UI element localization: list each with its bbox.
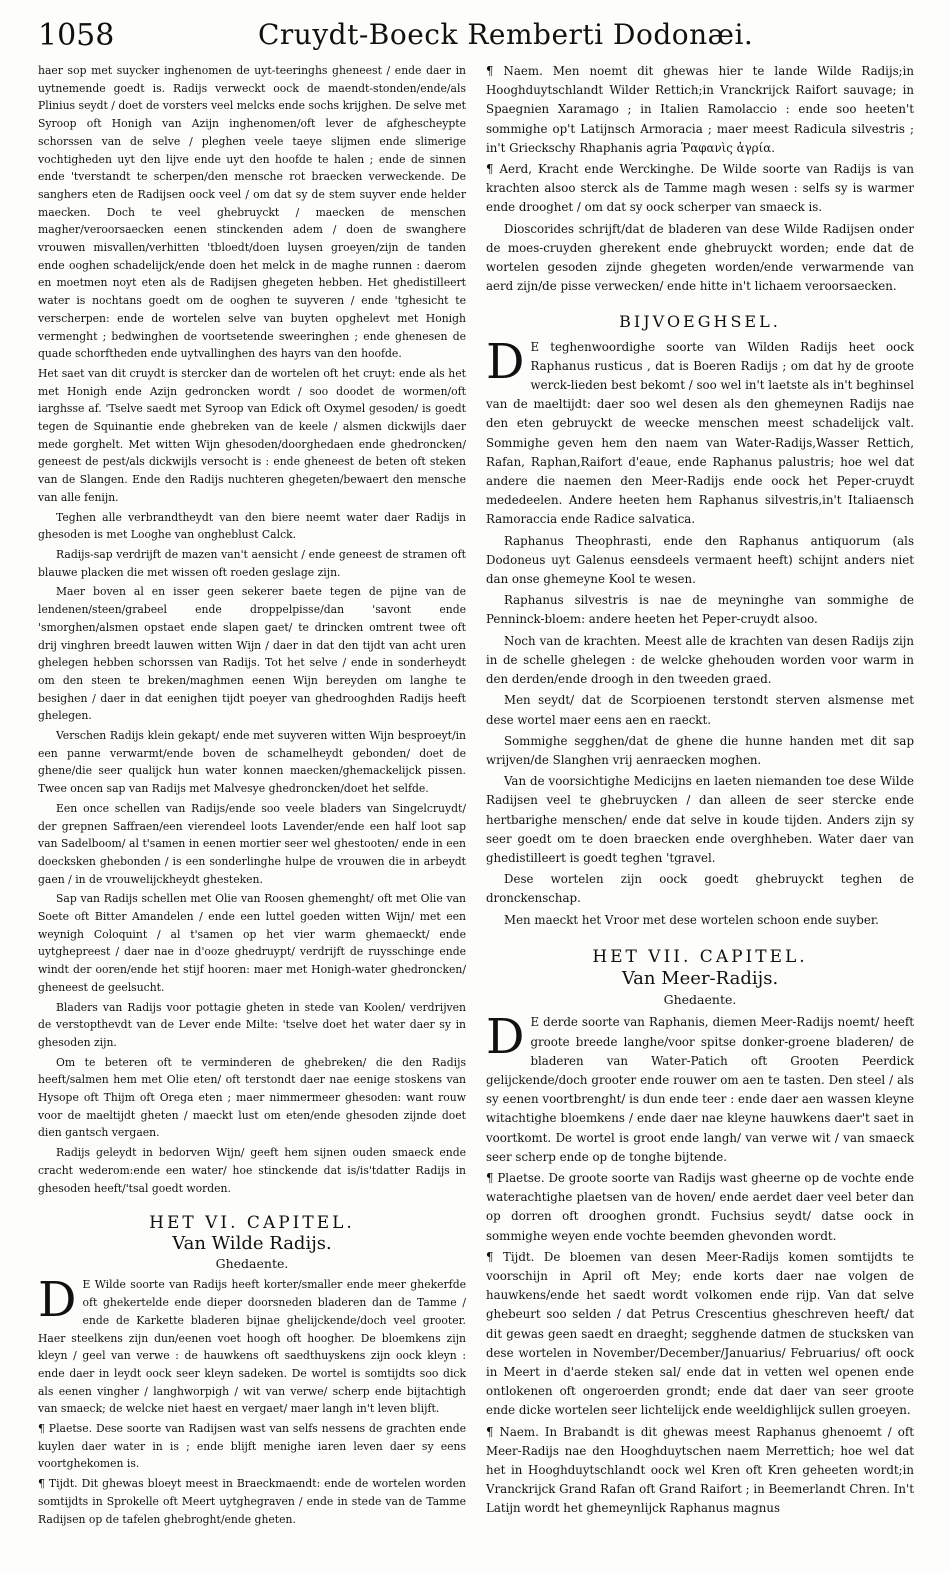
paragraph: Bladers van Radijs voor pottagie gheten in stede van Koolen/ verdrijven de verstopthevdt van de Lever ende Milte: 'tselve doet het water daer sy in ghesoden zijn. bbox=[38, 1000, 466, 1049]
paragraph: ¶ Tijdt. De bloemen van desen Meer-Radijs komen somtijdts te voorschijn in April oft Mey; ende korts daer nae volgen de hauwkens/ende het saedt wordt volkomen ende rijp. Van dat selve ghebeurt soo selden / dat Petrus Crescentius gheschreven heeft/ dat dit gewas geen saedt en draeght; segghende datmen de stucksken van dese wortelen in November/December/Januarius/ Februarius/ oft oock in Meert in d'aerde steken sal/ ende dat in vetten wel openen ende ontlokenen oft ongeroerden grondt; ende dat daer van seer groote ende dicke wortelen seer lichtelijck ende weeldighlijck sullen groeyen. bbox=[486, 1249, 914, 1418]
chapter-title: Van Meer-Radijs. bbox=[621, 967, 779, 989]
paragraph: Maer boven al en isser geen sekerer baete tegen de pijne van de lendenen/steen/grabeel ende droppelpisse/dan 'savont ende 'smorghen/alsmen opstaet ende slapen gaet/ te drincken omtrent twee oft drij vinghren breedt lauwen witten Wijn / daer in dat den tijdt van acht uren ghelegen hebben schorssen van Radijs. Tot het selve / ende in sonderheydt om den steen te breken/maghmen eenen Wijn bereyden om langhe te besighen / daer in dat eenighen tijdt poeyer van ghedrooghden Radijs heeft ghelegen. bbox=[38, 585, 466, 723]
paragraph: Men maeckt het Vroor met dese wortelen schoon ende suyber. bbox=[504, 912, 879, 927]
chapter-heading: HET VI. CAPITEL. bbox=[149, 1213, 355, 1234]
paragraph bbox=[38, 1272, 466, 1418]
paragraph: Het saet van dit cruydt is stercker dan de wortelen oft het cruyt: ende als het met Honigh ende Azijn gedroncken wordt / soo doodet de wormen/oft iarghsse af. 'Tselve saedt met Syroop van Edick oft Oxymel gesoden/ is goedt tegen de Squinantie ende ghebreken van de keele / alsmen dickwijls daer mede gorghelt. Met witten Wijn ghesoden/doorghedaen ende ghedroncken/ geneest de pest/als dickwijls versocht is : ende gheneest de beten oft steken van de Slangen. Ende den Radijs nuchteren ghegeten/bewaert den mensche van alle fenijn. bbox=[38, 366, 466, 504]
drop-cap: D bbox=[38, 1272, 77, 1329]
paragraph-text: E teghenwoordighe soorte van Wilden Radijs heet oock Raphanus rusticus , dat is Boeren Radijs ; om dat hy de groote werck-lieden best bekomt / soo wel in't laetste als in't beghinsel van de maeltijdt: daer soo wel desen als den ghemeynen Radijs nae den eten gebruyckt de weecke menschen meest schadelijck valt. Sommighe geven hem den naem van Water-Radijs,Wasser Rettich, Rafan, Raphan,Raifort d'eaue, ende Raphanus palustris; hoe wel dat andere die naemen den Meer-Radijs ende oock het Peper-cruydt mededeelen. Andere heeten hem Raphanus silvestris,in't Italiaensch Ramoraccia ende Radice salvatica. bbox=[486, 339, 914, 527]
paragraph: Sommighe segghen/dat de ghene die hunne handen met dit sap wrijven/de Slanghen vrij aenraecken moghen. bbox=[486, 733, 914, 767]
paragraph: haer sop met suycker inghenomen de uyt-teeringhs gheneest / ende daer in uytnemende goedt is. Radijs verweckt oock de maendt-stonden/ende/als Plinius seydt / doet de vorsters veel melcks ende sochs krijghen. De selve met Syroop oft Honigh van Azijn inghenomen/oft lever de afghescheypte schorssen van de selve / pleghen veele taeye slijmen ende slimerige vochtigheden uyt den lijve ende uyt den hoofde te halen ; ende de sinnen ende 'tverstandt te scherpen/den mensche rot braecken verweckende. De sanghers eten de Radijsen oock veel / om dat sy de stem suyver ende helder maecken. Doch te veel ghebruyckt / maecken de menschen magher/veroorsaecken eenen stinckenden adem / doen de swanghere vrouwen misvallen/verhitten 'tbloedt/doen luysen groeyen/zijn de tanden ende ooghen schadelijck/ende doen het melck in de maghe runnen : daerom en moetmen noyt eten als de Radijsen ghegeten hebben. Het ghedistilleert water is nochtans goedt om de ooghen te suyveren / ende 'tghesicht te verscherpen: ende de wortelen selve van buyten opghelevt met Honigh vermenght ; bedwinghen de voortsetende sweeringhen ; ende ghenesen de quade schorftheden ende uytvallinghen des hayrs van den hoofde. bbox=[38, 64, 466, 361]
paragraph: Dioscorides schrijft/dat de bladeren van dese Wilde Radijsen onder de moes-cruyden gherekent ende ghebruyckt worden; ende dat de wortelen gesoden zijnde ghegeten worden/ende verwarmende van aerd zijn/de pisse verwecken/ ende hitte in't lichaem veroorsaecken. bbox=[486, 221, 914, 294]
paragraph: ¶ Tijdt. Dit ghewas bloeyt meest in Braeckmaendt: ende de wortelen worden somtijdts in Sprokelle oft Meert uytghegraven / ende in stede van de Tamme Radijsen op de tafelen ghebroght/ende gheten. bbox=[38, 1477, 466, 1526]
page-header bbox=[38, 18, 930, 64]
right-column bbox=[486, 62, 914, 1521]
paragraph: ¶ Aerd, Kracht ende Werckinghe. De Wilde soorte van Radijs is van krachten alsoo sterck als de Tamme magh wesen : selfs sy is warmer ende drooghet / om dat sy oock scherper van smaeck is. bbox=[486, 162, 914, 215]
drop-cap: D bbox=[486, 1009, 525, 1066]
paragraph: ¶ Naem. In Brabandt is dit ghewas meest Raphanus ghenoemt / oft Meer-Radijs nae den Hooghduytschen naem Merrettich; hoe wel dat het in Hooghduytschlandt oock wel Kren oft Kren geheeten wordt;in Vranckrijck Grand Rafan oft Grand Raifort ; in Beemerlandt Chren. In't Latijn wordt het ghemeynlijck Raphanus magnus bbox=[486, 1424, 914, 1516]
paragraph: ¶ Plaetse. Dese soorte van Radijsen wast van selfs nessens de grachten ende kuylen daer water in is ; ende blijft menighe iaren leven daer sy eens voortghekomen is. bbox=[38, 1422, 466, 1471]
paragraph bbox=[486, 333, 914, 530]
subsection-heading: Ghedaente. bbox=[663, 992, 737, 1008]
paragraph: ¶ Naem. Men noemt dit ghewas hier te lande Wilde Radijs;in Hooghduytschlandt Wilder Rettich;in Vranckrijck Raifort sauvage; in Spaegnien Xaramago ; in Italien Ramolaccio : ende soo heeten't sommighe op't Latijnsch Armoracia ; maer meest Radicula silvestris ; in't Grieckschy Rhaphanis agria Ῥαφανὶς ἀγρία. bbox=[486, 64, 914, 155]
left-column bbox=[38, 62, 466, 1530]
paragraph: Verschen Radijs klein gekapt/ ende met suyveren witten Wijn besproeyt/in een panne verwarmt/ende boven de schamelheydt gebonden/ doet de ghene/die seer qualijck hun water konnen maecken/ghemackelijck pissen. Twee oncen sap van Radijs met Malvesye ghedroncken/doet het selfde. bbox=[38, 729, 466, 796]
paragraph: Om te beteren oft te verminderen de ghebreken/ die den Radijs heeft/salmen hem met Olie eten/ oft terstondt daer nae eenige stoskens van Hysope oft Thijm oft Orega eten ; maer nimmermeer ghesoden: want rouw voor de maeltijdt gheten / maeckt lust om eten/ende ghesoden zijnde doet dien gantsch vergaen. bbox=[38, 1055, 466, 1140]
paragraph: Teghen alle verbrandtheydt van den biere neemt water daer Radijs in ghesoden is met Looghe van ongheblust Calck. bbox=[38, 510, 466, 542]
paragraph: Radijs-sap verdrijft de mazen van't aensicht / ende geneest de stramen oft blauwe placken die met wissen oft roeden geslage zijn. bbox=[38, 547, 466, 579]
paragraph: Raphanus silvestris is nae de meyninghe van sommighe de Penninck-bloem: andere heeten het Peper-cruydt alsoo. bbox=[486, 593, 914, 627]
paragraph: Van de voorsichtighe Medicijns en laeten niemanden toe dese Wilde Radijsen veel te ghebruycken / dan alleen de seer stercke ende hertbarighe menschen/ ende dat selve in koude tijden. Anders zijn sy seer goedt om te doen braecken ende overghheben. Water daer van ghedistilleert is goedt teghen 'tgravel. bbox=[486, 774, 914, 865]
paragraph-text: E Wilde soorte van Radijs heeft korter/smaller ende meer ghekerfde oft ghekertelde ende dieper doorsneden bladeren dan de Tamme / ende de Karkette bladeren bijnae ghelijckende/doch veel grooter. Haer steelkens zijn dun/eenen voet hoogh oft hoogher. De bloemkens zijn kleyn / geel van verwe : de hauwkens oft saedthuyskens zijn oock kleyn : ende daer in leydt oock seer kleyn sadeken. De wortel is somtijdts soo dick als eenen vingher / langhworpigh / wit van verwe/ scherp ende bijtachtigh van smaeck; de welcke niet haest en vergaet/ maer langh in't leven blijft. bbox=[38, 1278, 466, 1416]
paragraph-text: E derde soorte van Raphanis, diemen Meer-Radijs noemt/ heeft groote breede langhe/voor spitse donker-groene bladeren/ de bladeren van Water-Patich oft Grooten Peerdick gelijckende/doch grooter ende rouwer om aen te tasten. Den steel / als sy eenen voortbrenght/ is dun ende teer : ende daer aen wassen kleyne witachtighe bloemkens / ende daer nae kleyne hauwkens daer't saet in voortkomt. De wortel is groot ende langh/ van verwe wit / van smaeck seer scherp ende op de tonghe bijtende. bbox=[486, 1015, 914, 1164]
paragraph: Noch van de krachten. Meest alle de krachten van desen Radijs zijn in de schelle ghelegen : de welcke ghehouden worden voor warm in den derden/ende droogh in den tweeden graed. bbox=[486, 633, 914, 687]
chapter-title: Van Wilde Radijs. bbox=[172, 1233, 332, 1254]
subsection-heading: Ghedaente. bbox=[215, 1255, 289, 1271]
chapter-heading: HET VII. CAPITEL. bbox=[592, 946, 808, 967]
running-title: Cruydt-Boeck Remberti Dodonæi. bbox=[258, 18, 754, 51]
paragraph: Dese wortelen zijn oock goedt ghebruyckt teghen de dronckenschap. bbox=[486, 872, 914, 906]
section-heading: BIJVOEGHSEL. bbox=[619, 312, 781, 332]
paragraph: Raphanus Theophrasti, ende den Raphanus antiquorum (als Dodoneus uyt Galenus eensdeels vermaent heeft) schijnt anders niet dan onse ghemeyne Kool te wesen. bbox=[486, 533, 914, 587]
paragraph: Sap van Radijs schellen met Olie van Roosen ghemenght/ oft met Olie van Soete oft Bitter Amandelen / ende een luttel goeden witten Wijn/ met een weynigh Coloquint / al t'samen op het vier warm ghemaeckt/ ende uytghepreest / daer nae in d'ooze ghedruypt/ verdrijft de ruysschinge ende windt der ooren/ende het stijf hooren: maer met Honigh-water ghedroncken/ gheneest de geelsucht. bbox=[38, 892, 466, 994]
paragraph: Een once schellen van Radijs/ende soo veele bladers van Singelcruydt/ der grepnen Saffraen/een vierendeel loots Lavender/ende een half loot sap van Sadelboom/ al t'samen in eenen mortier seer wel ghestooten/ ende in een doecksken ghebonden / is een sonderlinghe hulpe de vrouwen die in arbeydt gaen / in de vrouwelijckheydt ghesteken. bbox=[38, 801, 466, 886]
paragraph: Men seydt/ dat de Scorpioenen terstondt sterven alsmense met dese wortel maer eens aen en raeckt. bbox=[486, 693, 914, 727]
page-number: 1058 bbox=[38, 18, 115, 53]
paragraph bbox=[486, 1009, 914, 1167]
drop-cap: D bbox=[486, 333, 525, 390]
paragraph: ¶ Plaetse. De groote soorte van Radijs wast gheerne op de vochte ende waterachtighe plaetsen van de hoven/ ende aerdet daer veel beter dan op dorren oft drooghen grondt. Fuchsius seydt/ datse oock in sommighe weyen ende vochte beemden ghevonden wordt. bbox=[486, 1170, 914, 1243]
paragraph: Radijs geleydt in bedorven Wijn/ geeft hem sijnen ouden smaeck ende cracht wederom:ende een water/ hoe stinckende dat is/is'tdatter Radijs in ghesoden heeft/'tsal goedt worden. bbox=[38, 1146, 466, 1195]
